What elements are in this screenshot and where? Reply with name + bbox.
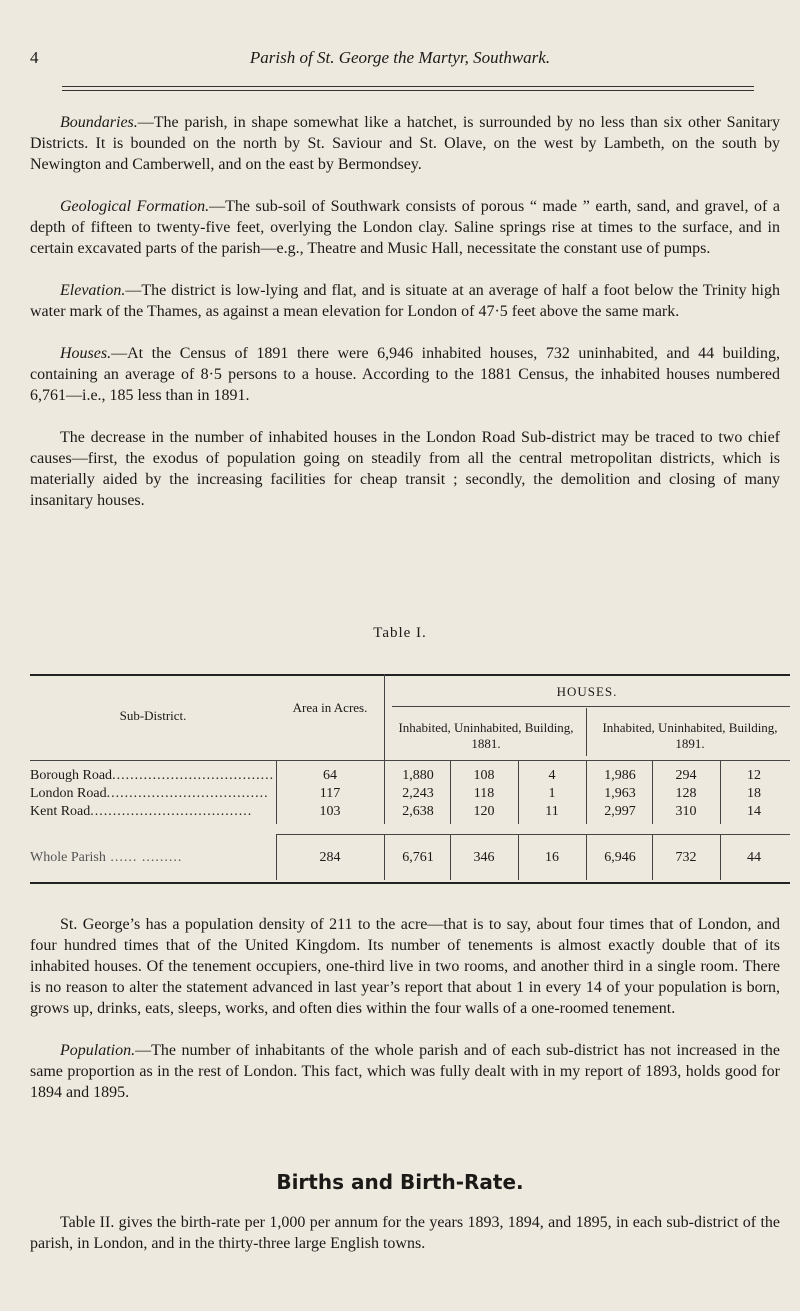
- table-cell: 1: [548, 786, 556, 801]
- col-line-1: [276, 760, 277, 824]
- col-line-6: [652, 760, 653, 824]
- table-cell: 294: [675, 768, 697, 783]
- total-rule: [276, 834, 790, 835]
- table-cell: 4: [548, 768, 556, 783]
- paragraph-birth-rate: Table II. gives the birth-rate per 1,000 per annum for the years 1893, 1894, and 1895, in each sub-district of the parish, in London, and in the thirty-three large English towns.: [30, 1214, 780, 1252]
- table-cell-total: 346: [473, 850, 495, 865]
- table-cell: 11: [545, 804, 559, 819]
- table-cell-total: 6,946: [604, 850, 636, 865]
- final-paragraph-block: [30, 1212, 780, 1275]
- table-cell: 1,963: [604, 786, 636, 801]
- table-houses: [30, 674, 790, 888]
- table-cell: 120: [473, 804, 495, 819]
- table-cell: 117: [319, 786, 341, 801]
- table-row-label: Kent Road....................................: [30, 804, 253, 819]
- table-cell: 103: [319, 804, 341, 819]
- table-row-label: Borough Road....................................: [30, 768, 275, 783]
- table-cell-total: 284: [319, 850, 341, 865]
- paragraph-density: St. George’s has a population density of 211 to the acre—that is to say, about four times that of London, and four hundred times that of the United Kingdom. Its number of tenements is almost exactly double that of its inhabited houses. Of the tenement occupiers, one-third live in two rooms, and another third in a single room. There is no reason to alter the statement advanced in last year’s report that about 1 in every 14 of your population is born, grows up, drinks, eats, sleeps, works, and often dies within the four walls of a one-roomed tenement.: [30, 916, 780, 1017]
- table-row-total-label: Whole Parish ...... .........: [30, 850, 183, 865]
- col-line-3: [450, 760, 451, 824]
- table-cell: 1,986: [604, 768, 636, 783]
- total-line-7: [720, 834, 721, 880]
- col-line-7: [720, 760, 721, 824]
- table-cell: 18: [747, 786, 761, 801]
- paragraph-houses: Houses.—At the Census of 1891 there were 6,946 inhabited houses, 732 uninhabited, and 44 building, containing an average of 8·5 persons to a house. According to the 1881 Census, the inhabited houses numbered 6,761—i.e., 185 less than in 1891.: [30, 345, 780, 404]
- total-line-3: [450, 834, 451, 880]
- header-bottom-rule: [30, 760, 790, 761]
- table-cell-total: 44: [747, 850, 761, 865]
- table-cell: 118: [473, 786, 495, 801]
- header-double-rule: [62, 86, 754, 91]
- table-cell-total: 16: [545, 850, 559, 865]
- paragraph-boundaries: Boundaries.—The parish, in shape somewhat like a hatchet, is surrounded by no less than six other Sanitary Districts. It is bounded on the north by St. Saviour and St. Olave, on the west by Lambeth, on the south by Newington and Camberwell, and on the east by Bermondsey.: [30, 114, 780, 173]
- total-line-6: [652, 834, 653, 880]
- header-divider: [586, 708, 587, 756]
- table-cell-total: 6,761: [402, 850, 434, 865]
- header-subdistrict: Sub-District.: [119, 708, 187, 723]
- header-houses: HOUSES.: [556, 684, 618, 699]
- total-line-2: [384, 834, 385, 880]
- table-cell: 12: [747, 768, 761, 783]
- table-cell: 2,638: [402, 804, 434, 819]
- running-title: Parish of St. George the Martyr, Southwark.: [249, 48, 551, 67]
- table-cell: 64: [323, 768, 337, 783]
- table-cell: 128: [675, 786, 697, 801]
- table-cell: 14: [747, 804, 761, 819]
- table-cell-total: 732: [675, 850, 697, 865]
- top-paragraphs: [30, 112, 780, 532]
- table-cell: 2,997: [604, 804, 636, 819]
- header-group-1881: Inhabited, Uninhabited, Building, 1881.: [398, 720, 574, 751]
- col-line-5: [586, 760, 587, 824]
- table-cell: 1,880: [402, 768, 434, 783]
- table-top-rule: [30, 674, 790, 676]
- paragraph-decrease: The decrease in the number of inhabited houses in the London Road Sub-district may be traced to two chief causes—first, the exodus of population going on steadily from all the central metropolitan districts, which is materially aided by the increasing facilities for cheap transit ; secondly, the demolition and closing of many insanitary houses.: [30, 429, 780, 509]
- total-line-4: [518, 834, 519, 880]
- table-title: Table I.: [373, 625, 427, 641]
- header-group-1891: Inhabited, Uninhabited, Building, 1891.: [602, 720, 778, 751]
- table-cell: 310: [675, 804, 697, 819]
- paragraph-population: Population.—The number of inhabitants of the whole parish and of each sub-district has not increased in the same proportion as in the rest of London. This fact, which was fully dealt with in my report of 1893, holds good for 1894 and 1895.: [30, 1042, 780, 1101]
- total-line-5: [586, 834, 587, 880]
- col-line-4: [518, 760, 519, 824]
- col-line-2: [384, 674, 385, 824]
- table-row-label: London Road....................................: [30, 786, 269, 801]
- houses-underline: [392, 706, 790, 707]
- section-heading: Births and Birth-Rate.: [276, 1170, 524, 1194]
- page-number: 4: [30, 48, 39, 67]
- total-line-1: [276, 834, 277, 880]
- paragraph-elevation: Elevation.—The district is low-lying and flat, and is situate at an average of half a foot below the Trinity high water mark of the Thames, as against a mean elevation for London of 47·5 feet above the same mark.: [30, 282, 780, 320]
- table-cell: 108: [473, 768, 495, 783]
- paragraph-geological-formation: Geological Formation.—The sub-soil of Southwark consists of porous “ made ” earth, sand, and gravel, of a depth of fifteen to twenty-five feet, overlying the London clay. Saline springs rise at times to the surface, and in certain excavated parts of the parish—e.g., Theatre and Music Hall, necessitate the constant use of pumps.: [30, 198, 780, 257]
- header-area: Area in Acres.: [292, 700, 368, 715]
- bottom-paragraphs: [30, 914, 780, 1124]
- page-header: [30, 48, 770, 78]
- table-cell: 2,243: [402, 786, 434, 801]
- table-bottom-rule: [30, 882, 790, 884]
